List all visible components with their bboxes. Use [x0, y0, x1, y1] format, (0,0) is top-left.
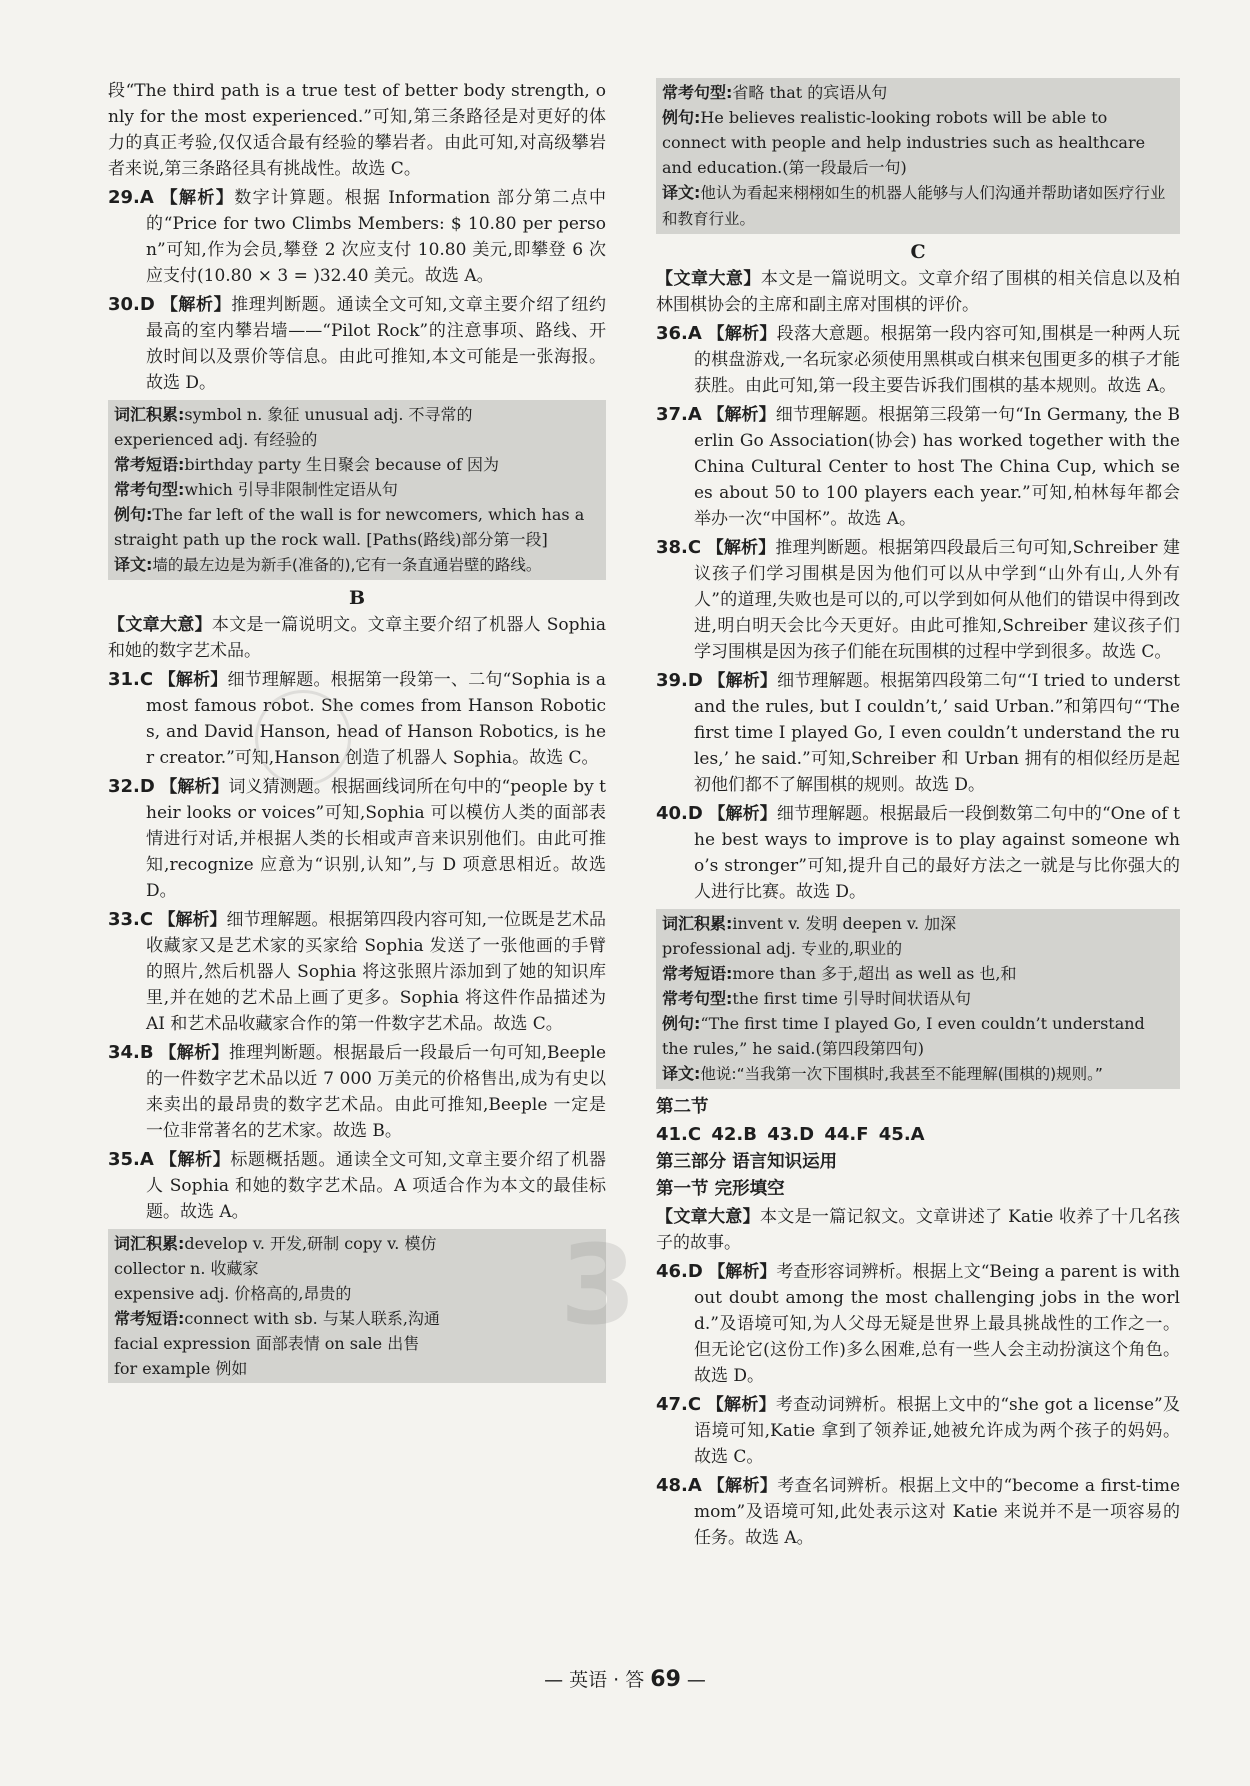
answer-48: 48.A 【解析】考查名词辨析。根据上文中的“become a first-time mom”及语境可知,此处表示这对 Katie 来说并不是一项容易的任务。故选 A。: [656, 1475, 1181, 1548]
box-row: experienced adj. 有经验的: [114, 430, 318, 449]
page-footer: — 英语 · 答 69 —: [544, 1667, 706, 1692]
question-number: 30.D: [108, 294, 155, 315]
section-1-title: 第一节 完形填空: [656, 1179, 785, 1199]
vocab-box-b: [108, 1229, 606, 1383]
section-2-title: 第二节: [656, 1097, 709, 1117]
c-summary: 【文章大意】本文是一篇说明文。文章介绍了围棋的相关信息以及柏林围棋协会的主席和副主席对围棋的评价。: [656, 269, 1181, 315]
box-row: 例句:“The first time I played Go, I even couldn’t understand the rules,” he said.(第四段第四句): [662, 1014, 1145, 1058]
box-row: collector n. 收藏家: [114, 1259, 259, 1278]
vocab-box-a: [108, 400, 606, 580]
b-summary: 【文章大意】本文是一篇说明文。文章主要介绍了机器人 Sophia 和她的数字艺术品。: [108, 615, 607, 661]
box-row: expensive adj. 价格高的,昂贵的: [114, 1284, 352, 1303]
answer-46: 46.D 【解析】考查形容词辨析。根据上文“Being a parent is without doubt among the most challenging jobs in the world.”及语境可知,为人父母无疑是世界上最具挑战性的工作之一。但无论它(这份工作)多么困难,总有一些人会主动扮演这个角色。故选 D。: [656, 1261, 1181, 1386]
section-b-title: B: [348, 587, 366, 609]
answer-31: 31.C 【解析】细节理解题。根据第一段第一、二句“Sophia is a most famous robot. She comes from Hanson Robotics, and David Hanson, head of Hanson Robotics, is her creator.”可知,Hanson 创造了机器人 Sophia。故选 C。: [108, 669, 606, 768]
cloze-summary: 【文章大意】本文是一篇记叙文。文章讲述了 Katie 收养了十几名孩子的故事。: [656, 1207, 1180, 1253]
box-row: 译文:他认为看起来栩栩如生的机器人能够与人们沟通并帮助诸如医疗行业和教育行业。: [662, 183, 1166, 228]
section-c-title: C: [910, 241, 926, 263]
box-row: 例句:The far left of the wall is for newcomers, which has a straight path up the rock wall. [Paths(路线)部分第一段]: [114, 505, 585, 549]
box-row: professional adj. 专业的,职业的: [662, 939, 903, 958]
answer-30: 30.D 【解析】推理判断题。通读全文可知,文章主要介绍了纽约最高的室内攀岩墙——“Pilot Rock”的注意事项、路线、开放时间以及票价等信息。由此可推知,本文可能是一张海报。故选 D。: [108, 294, 607, 393]
question-number: 29.A: [108, 187, 154, 208]
left-column: [108, 78, 606, 1389]
answer-33: 33.C 【解析】细节理解题。根据第四段内容可知,一位既是艺术品收藏家又是艺术家的买家给 Sophia 发送了一张他画的手臂的照片,然后机器人 Sophia 将这张照片添加到了她的知识库里,并在她的艺术品上画了更多。Sophia 将这件作品描述为 AI 和艺术品收藏家合作的第一件数字艺术品。故选 C。: [108, 909, 607, 1034]
box-row: 译文:墙的最左边是为新手(准备的),它有一条直通岩壁的路线。: [114, 555, 542, 574]
box-row: 词汇积累:symbol n. 象征 unusual adj. 不寻常的: [114, 405, 473, 424]
box-row: 常考句型:which 引导非限制性定语从句: [114, 480, 398, 499]
vocab-box-d: [656, 909, 1180, 1089]
box-row: 译文:他说:“当我第一次下围棋时,我甚至不能理解(围棋的)规则。”: [662, 1064, 1103, 1083]
box-row: 常考短语:connect with sb. 与某人联系,沟通: [114, 1309, 440, 1328]
box-row: 常考句型:the first time 引导时间状语从句: [662, 989, 972, 1008]
box-row: 词汇积累:invent v. 发明 deepen v. 加深: [662, 914, 957, 933]
box-row: 常考短语:birthday party 生日聚会 because of 因为: [114, 455, 500, 474]
answer-32: 32.D 【解析】词义猜测题。根据画线词所在句中的“people by their looks or voices”可知,Sophia 可以模仿人类的面部表情进行对话,并根据人类的长相或声音来识别他们。由此可推知,recognize 应意为“识别,认知”,与 D 项意思相近。故选 D。: [108, 776, 607, 901]
vocab-box-c: [656, 78, 1180, 234]
page-number: 69: [650, 1667, 681, 1692]
answer-37: 37.A 【解析】细节理解题。根据第三段第一句“In Germany, the Berlin Go Association(协会) has worked together with the China Cultural Center to host The China Cup, which sees about 50 to 100 players each year.”可知,柏林每年都会举办一次“中国杯”。故选 A。: [656, 404, 1181, 529]
answer-40: 40.D 【解析】细节理解题。根据最后一段倒数第二句中的“One of the best ways to improve is to play against someone who’s stronger”可知,提升自己的最好方法之一就是与比你强大的人进行比赛。故选 D。: [656, 803, 1181, 902]
answer-34: 34.B 【解析】推理判断题。根据最后一段最后一句可知,Beeple 的一件数字艺术品以近 7 000 万美元的价格售出,成为有史以来卖出的最昂贵的数字艺术品。由此可推知,Beeple 一定是一位非常著名的艺术家。故选 B。: [108, 1042, 607, 1141]
answer-38: 38.C 【解析】推理判断题。根据第四段最后三句可知,Schreiber 建议孩子们学习围棋是因为他们可以从中学到“山外有山,人外有人”的道理,失败也是可以的,可以学到如何从他们的错误中得到改进,明白明天会比今天更好。由此可推知,Schreiber 建议孩子们学习围棋是因为孩子们能在玩围棋的过程中学到很多。故选 C。: [656, 537, 1180, 662]
right-column: [656, 78, 1180, 1554]
box-row: 常考短语:more than 多于,超出 as well as 也,和: [662, 964, 1017, 983]
box-row: 词汇积累:develop v. 开发,研制 copy v. 模仿: [114, 1234, 437, 1253]
box-row: for example 例如: [114, 1359, 248, 1378]
box-row: facial expression 面部表情 on sale 出售: [114, 1334, 420, 1353]
answer-39: 39.D 【解析】细节理解题。根据第四段第二句“‘I tried to understand the rules, but I couldn’t,’ said Urban.”和第四句“‘The first time I played Go, I even couldn’t understand the rules,’ he said.”可知,Schreiber 和 Urban 拥有的相似经历是起初他们都不了解围棋的规则。故选 D。: [656, 670, 1181, 795]
answer-36: 36.A 【解析】段落大意题。根据第一段内容可知,围棋是一种两人玩的棋盘游戏,一名玩家必须使用黑棋或白棋来包围更多的棋子才能获胜。由此可知,第一段主要告诉我们围棋的基本规则。故选 A。: [656, 323, 1181, 396]
part-3-title: 第三部分 语言知识运用: [656, 1152, 838, 1172]
intro-paragraph: 段“The third path is a true test of better body strength, only for the most experienced.”可知,第三条路径是对更好的体力的真正考验,仅仅适合最有经验的攀岩者。由此可知,对高级攀岩者来说,第三条路径具有挑战性。故选 C。: [108, 81, 606, 179]
answer-35: 35.A 【解析】标题概括题。通读全文可知,文章主要介绍了机器人 Sophia 和她的数字艺术品。A 项适合作为本文的最佳标题。故选 A。: [108, 1149, 607, 1222]
box-row: 例句:He believes realistic-looking robots will be able to connect with people and help industries such as healthcare and education.(第一段最后一句): [662, 108, 1146, 177]
answer-29: 29.A 【解析】数字计算题。根据 Information 部分第二点中的“Price for two Climbs Members: $ 10.80 per person”可知,作为会员,攀登 2 次应支付 10.80 美元,即攀登 6 次应支付(10.80 × 3 = )32.40 美元。故选 A。: [108, 187, 607, 286]
box-row: 常考句型:省略 that 的宾语从句: [662, 83, 888, 102]
answers-41-45: 41.C 42.B 43.D 44.F 45.A: [656, 1124, 925, 1145]
answer-47: 47.C 【解析】考查动词辨析。根据上文中的“she got a license”及语境可知,Katie 拿到了领养证,她被允许成为两个孩子的妈妈。故选 C。: [656, 1394, 1180, 1467]
